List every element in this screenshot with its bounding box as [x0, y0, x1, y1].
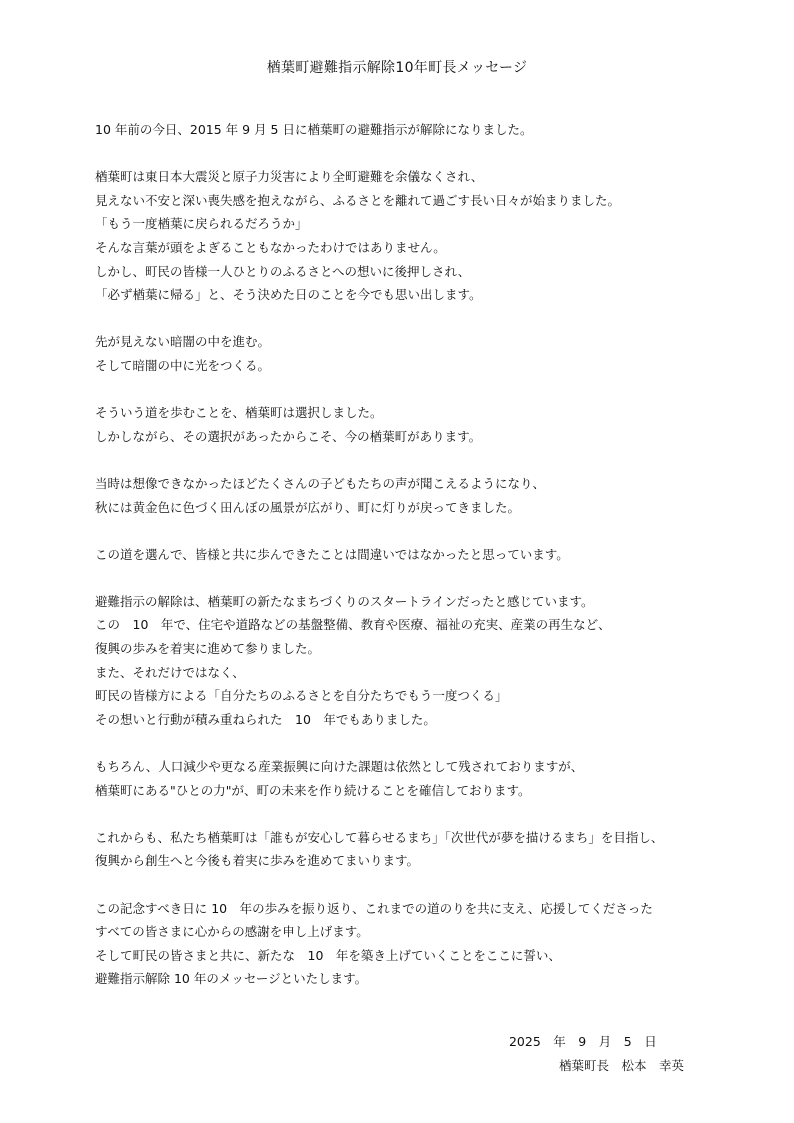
text-line: 先が見えない暗闇の中を進む。: [95, 334, 271, 350]
paragraph-gap: [95, 378, 735, 402]
text-line: 避難指示解除 10 年のメッセージといたします。: [95, 971, 368, 987]
text-line: 楢葉町にある"ひとの力"が、町の未来を作り続けることを確信しております。: [95, 782, 531, 798]
text-line: 当時は想像できなかったほどたくさんの子どもたちの声が聞こえるようになり、: [95, 475, 546, 491]
paragraph-gap: [95, 448, 735, 472]
text-line: そんな言葉が頭をよぎることもなかったわけではありません。: [95, 239, 446, 255]
text-line: そういう道を歩むことを、楢葉町は選択しました。: [95, 405, 383, 421]
signature-date: 2025 年 9 月 5 日: [508, 1034, 657, 1049]
signature-block: [509, 1030, 684, 1078]
letter-body: [95, 118, 735, 991]
signature-author: 楢葉町長 松本 幸英: [558, 1058, 684, 1073]
text-line: もちろん、人口減少や更なる産業振興に向けた課題は依然として残されておりますが、: [95, 759, 584, 775]
text-line: そして暗闇の中に光をつくる。: [95, 357, 271, 373]
text-line: しかしながら、その選択があったからこそ、今の楢葉町があります。: [95, 428, 482, 444]
text-line: この道を選んで、皆様と共に歩んできたことは間違いではなかったと思っています。: [95, 546, 569, 562]
text-line: 避難指示の解除は、楢葉町の新たなまちづくりのスタートラインだったと感じています。: [95, 593, 594, 609]
paragraph-gap: [95, 802, 735, 826]
paragraph-gap: [95, 873, 735, 897]
text-line: すべての皆さまに心からの感謝を申し上げます。: [95, 924, 369, 940]
paragraph-gap: [95, 731, 735, 755]
text-line: 秋には黄金色に色づく田んぼの風景が広がり、町に灯りが戻ってきました。: [95, 499, 521, 515]
document-title: 楢葉町避難指示解除10年町長メッセージ: [266, 60, 528, 76]
text-line: 「もう一度楢葉に戻られるだろうか」: [95, 216, 308, 232]
text-line: そして町民の皆さまと共に、新たな 10 年を築き上げていくことをここに誓い、: [95, 947, 561, 963]
text-line: これからも、私たち楢葉町は「誰もが安心して暮らせるまち」「次世代が夢を描けるまち」を目指し、: [95, 829, 664, 845]
text-line: また、それだけではなく、: [95, 664, 245, 680]
text-line: 町民の皆様方による「自分たちのふるさとを自分たちでもう一度つくる」: [95, 688, 508, 704]
text-line: この 10 年で、住宅や道路などの基盤整備、教育や医療、福祉の充実、産業の再生など、: [95, 617, 611, 633]
paragraph-gap: [95, 566, 735, 590]
text-line: 復興の歩みを着実に進めて参りました。: [95, 641, 321, 657]
text-line: 10 年前の今日、2015 年 9 月 5 日に楢葉町の避難指示が解除になりました。: [95, 122, 533, 137]
text-line: 見えない不安と深い喪失感を抱えながら、ふるさとを離れて過ごす長い日々が始まりました。: [95, 192, 621, 208]
text-line: 「必ず楢葉に帰る」と、そう決めた日のことを今でも思い出します。: [95, 287, 482, 303]
paragraph-gap: [95, 307, 735, 331]
paragraph-gap: [95, 519, 735, 543]
text-line: この記念すべき日に 10 年の歩みを振り返り、これまでの道のりを共に支え、応援してくださった: [95, 900, 653, 916]
paragraph-gap: [95, 142, 735, 166]
text-line: 復興から創生へと今後も着実に歩みを進めてまいります。: [95, 853, 420, 869]
text-line: その想いと行動が積み重ねられた 10 年でもありました。: [95, 711, 436, 727]
text-line: しかし、町民の皆様一人ひとりのふるさとへの想いに後押しされ、: [95, 263, 471, 279]
text-line: 楢葉町は東日本大震災と原子力災害により全町避難を余儀なくされ、: [95, 169, 484, 185]
